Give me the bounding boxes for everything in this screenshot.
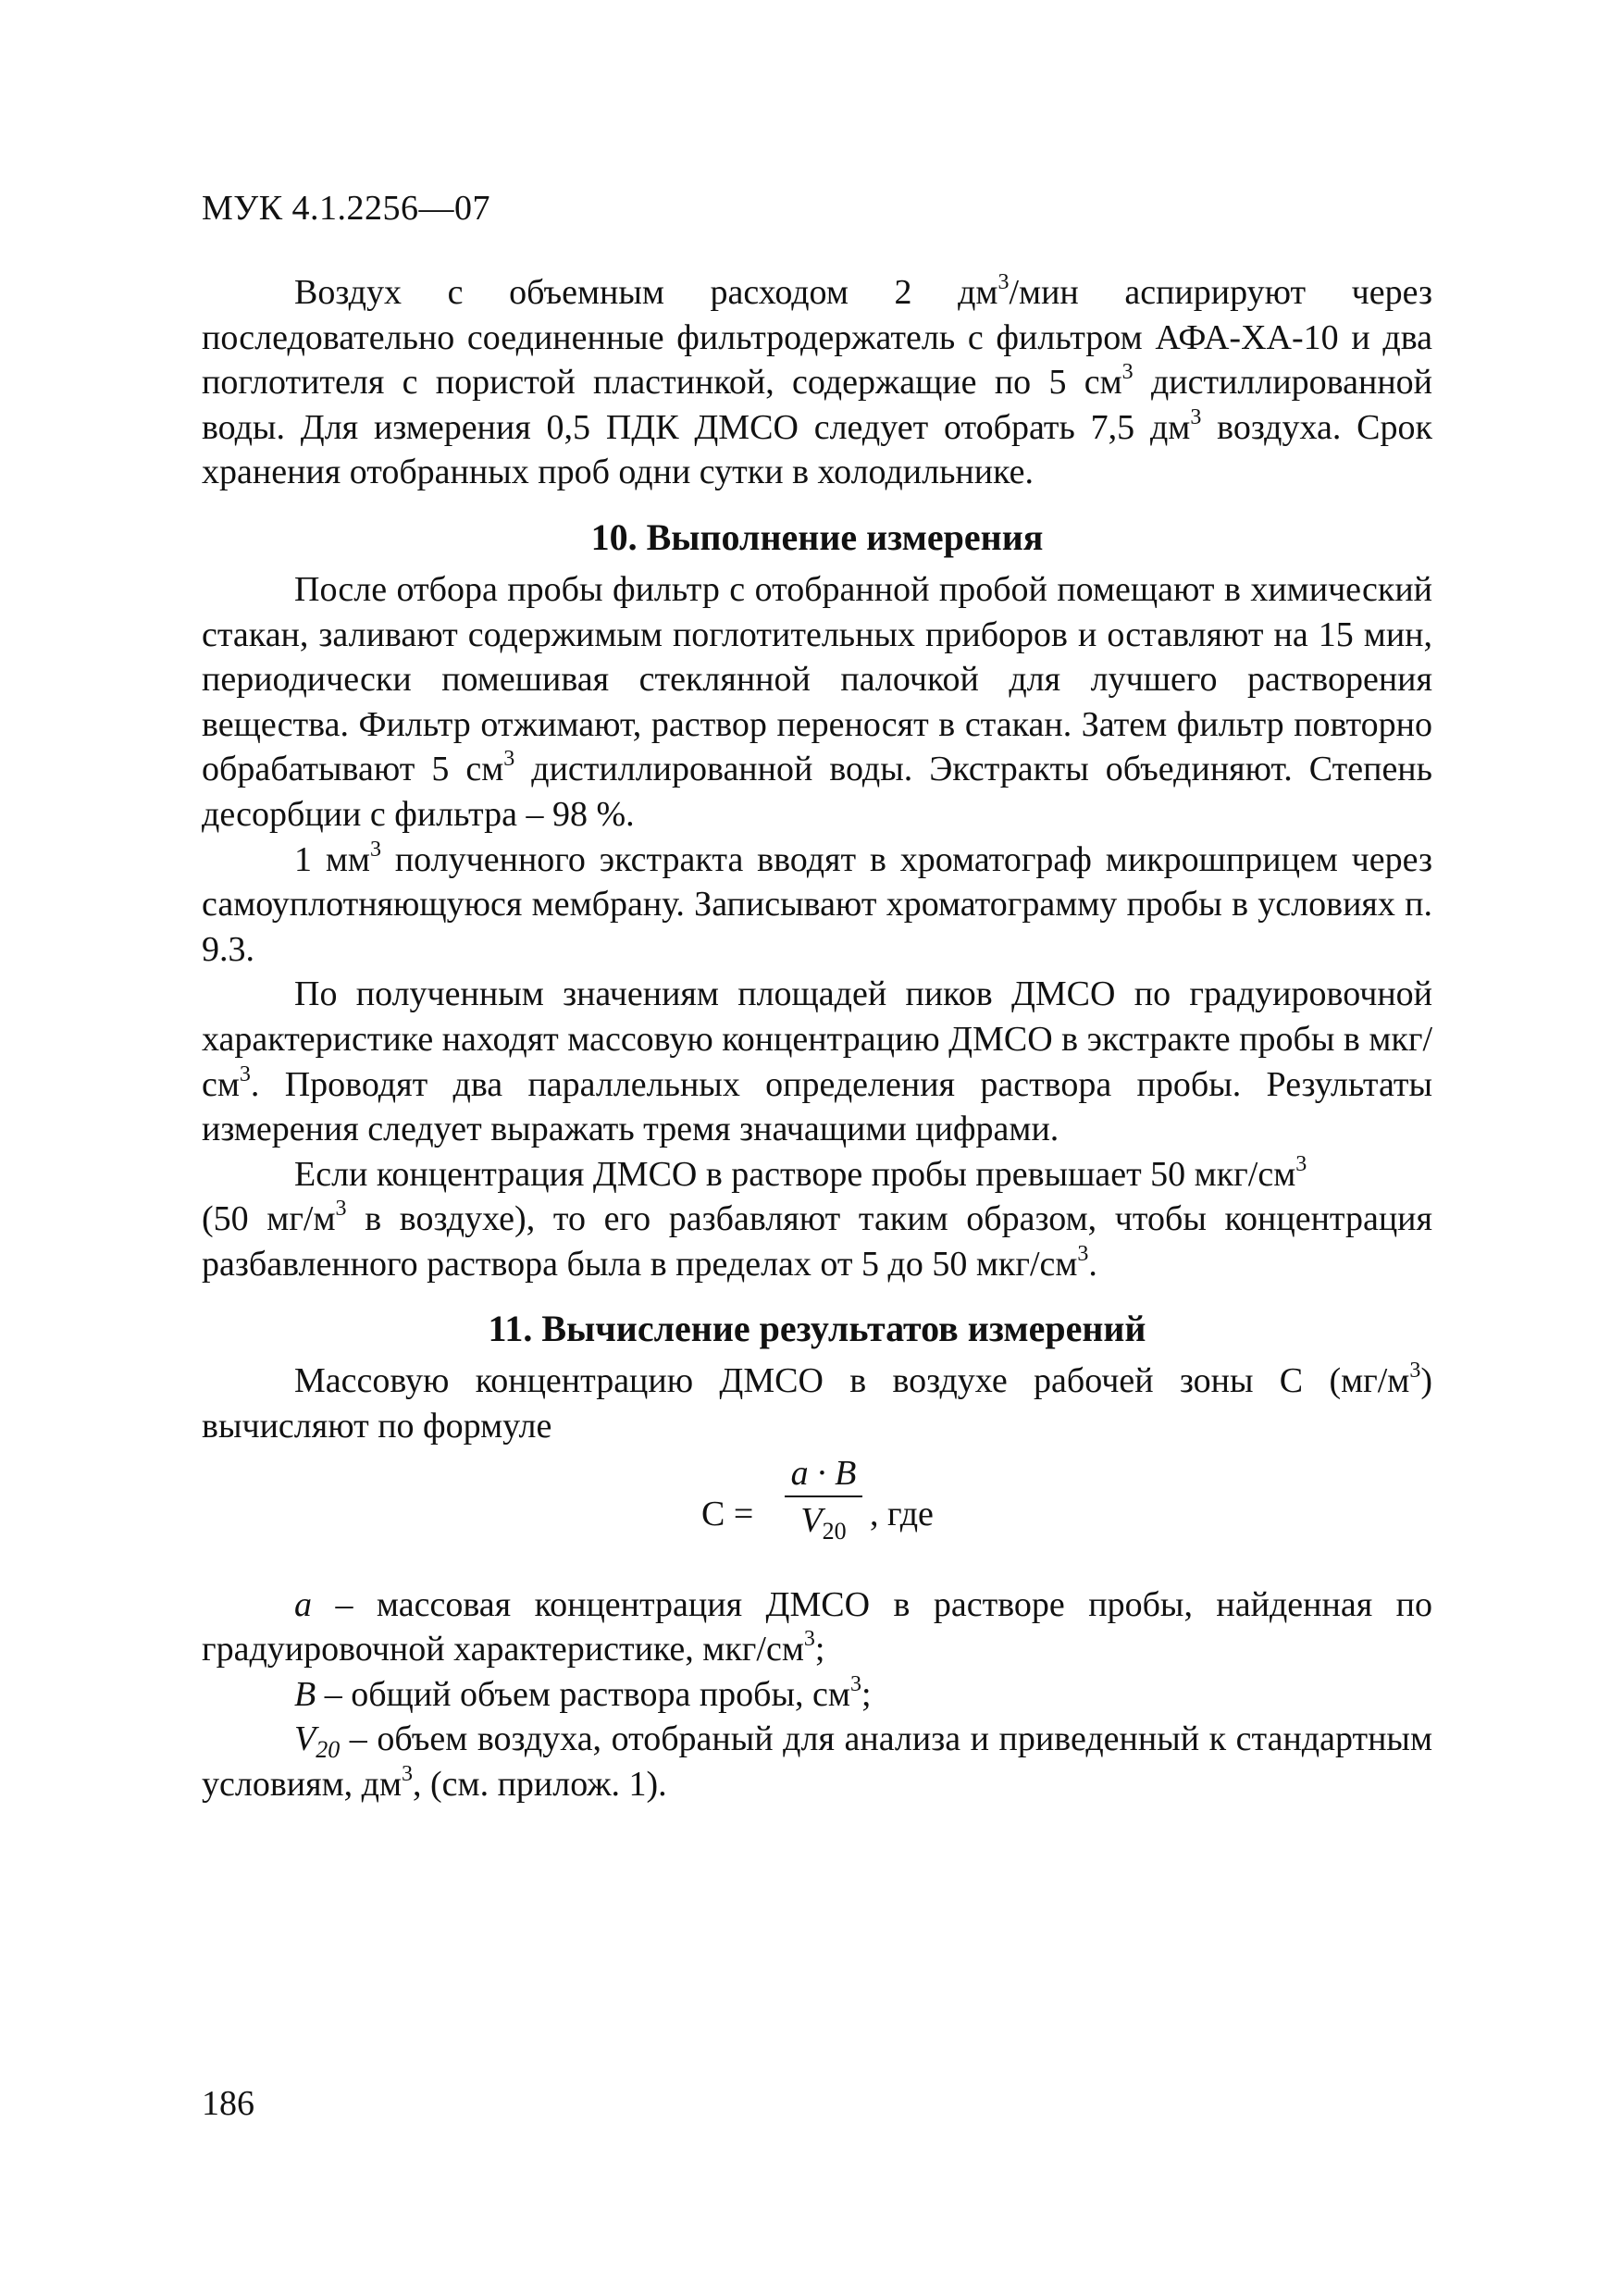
definition-b xyxy=(202,1672,1432,1718)
denominator-subscript: 20 xyxy=(822,1517,847,1545)
text-run: дистиллированной воды. Экстракты объединяют. Степень десорбции с фильтра – 98 %. xyxy=(202,750,1432,834)
superscript: 3 xyxy=(1077,1241,1089,1266)
text-run: По полученным значениям площадей пиков ДМСО по градуировочной характеристике находят массовую концентрацию ДМСО в экстракте пробы в мкг/см xyxy=(202,974,1432,1104)
paragraph-extraction xyxy=(202,567,1432,838)
formula-denominator xyxy=(785,1497,862,1544)
text-run: ; xyxy=(814,1630,825,1669)
superscript: 3 xyxy=(997,270,1010,294)
text-run: воздуха. Срок хранения отобранных проб одни сутки в холодильнике. xyxy=(202,407,1432,492)
text-run: 1 мм xyxy=(294,839,370,879)
paragraph-dilution-rule xyxy=(202,1197,1432,1286)
superscript: 3 xyxy=(503,747,515,772)
text-run: . xyxy=(1088,1244,1097,1284)
superscript: 3 xyxy=(1295,1151,1307,1176)
variable-symbol: a xyxy=(294,1584,312,1624)
text-run: . Проводят два параллельных определения раствора пробы. Результаты измерения следует выражать тремя значащими цифрами. xyxy=(202,1064,1432,1149)
page-number: 186 xyxy=(202,2084,254,2123)
text-run: /мин аспирируют через последовательно соединенные фильтродержатель с фильтром АФА-ХА-10 и два поглотителя с пористой пластинкой, содержащие по 5 см xyxy=(202,273,1432,403)
text-run: – общий объем раствора пробы, см xyxy=(316,1674,850,1714)
section-heading-10: 10. Выполнение измерения xyxy=(590,515,1044,558)
definition-v20 xyxy=(202,1717,1432,1806)
paragraph-formula-intro xyxy=(202,1359,1432,1448)
concentration-formula xyxy=(202,1453,1432,1570)
text-run: в воздухе), то его разбавляют таким образом, чтобы концентрация разбавленного раствора была в пределах от 5 до 50 мкг/см xyxy=(202,1199,1432,1284)
formula-numerator: a · B xyxy=(790,1453,857,1493)
text-run: ) вычисляют по формуле xyxy=(202,1361,1432,1446)
text-run: ; xyxy=(861,1674,872,1714)
superscript: 3 xyxy=(849,1671,861,1696)
superscript: 3 xyxy=(402,1762,414,1787)
section-heading-11: 11. Вычисление результатов измерений xyxy=(488,1308,1146,1350)
formula-suffix: , где xyxy=(870,1494,934,1533)
denominator-variable: V xyxy=(800,1500,823,1540)
variable-symbol: V xyxy=(294,1719,316,1759)
text-run: После отбора пробы фильтр с отобранной пробой помещают в химический стакан, заливают содержимым поглотительных приборов и оставляют на 15 мин, периодически помешивая стеклянной палочкой для лучшего растворения вещества. Фильтр отжимают, раствор переносят в стакан. Затем фильтр повторно обрабатывают 5 см xyxy=(202,569,1432,789)
paragraph-sampling xyxy=(202,270,1432,495)
definition-a xyxy=(202,1582,1432,1672)
formula-fraction xyxy=(785,1453,862,1544)
superscript: 3 xyxy=(803,1627,815,1652)
superscript: 3 xyxy=(1121,360,1134,385)
superscript: 3 xyxy=(1190,404,1202,429)
text-run: полученного экстракта вводят в хроматограф микрошприцем через самоуплотняющуюся мембрану. Записывают хроматограмму пробы в условиях п. 9.3. xyxy=(202,839,1432,969)
formula-body xyxy=(701,1453,979,1570)
superscript: 3 xyxy=(1409,1359,1421,1384)
text-run: – объем воздуха, отобраный для анализа и приведенный к стандартным условиям, дм xyxy=(202,1719,1432,1805)
paragraph-calibration xyxy=(202,972,1432,1151)
paragraph-injection xyxy=(202,838,1432,973)
superscript: 3 xyxy=(335,1197,347,1222)
formula-lhs: С = xyxy=(701,1494,754,1533)
paragraph-dilution-condition xyxy=(202,1152,1432,1198)
variable-subscript: 20 xyxy=(316,1736,341,1764)
superscript: 3 xyxy=(369,837,381,862)
superscript: 3 xyxy=(239,1061,251,1086)
body-text xyxy=(202,270,1432,1807)
text-run: Если концентрация ДМСО в растворе пробы превышает 50 мкг/см xyxy=(294,1154,1296,1194)
document-code-header: МУК 4.1.2256—07 xyxy=(202,189,491,228)
text-run: Воздух с объемным расходом 2 дм xyxy=(294,273,998,312)
text-run: , (см. прилож. 1). xyxy=(413,1765,667,1805)
text-run: дистиллированной воды. Для измерения 0,5 ПДК ДМСО следует отобрать 7,5 дм xyxy=(202,363,1432,447)
variable-symbol: B xyxy=(294,1674,316,1714)
text-run: (50 мг/м xyxy=(202,1199,336,1239)
text-run: Массовую концентрацию ДМСО в воздухе рабочей зоны С (мг/м xyxy=(294,1361,1410,1401)
text-run: – массовая концентрация ДМСО в растворе пробы, найденная по градуировочной характеристике, мкг/см xyxy=(202,1584,1432,1669)
